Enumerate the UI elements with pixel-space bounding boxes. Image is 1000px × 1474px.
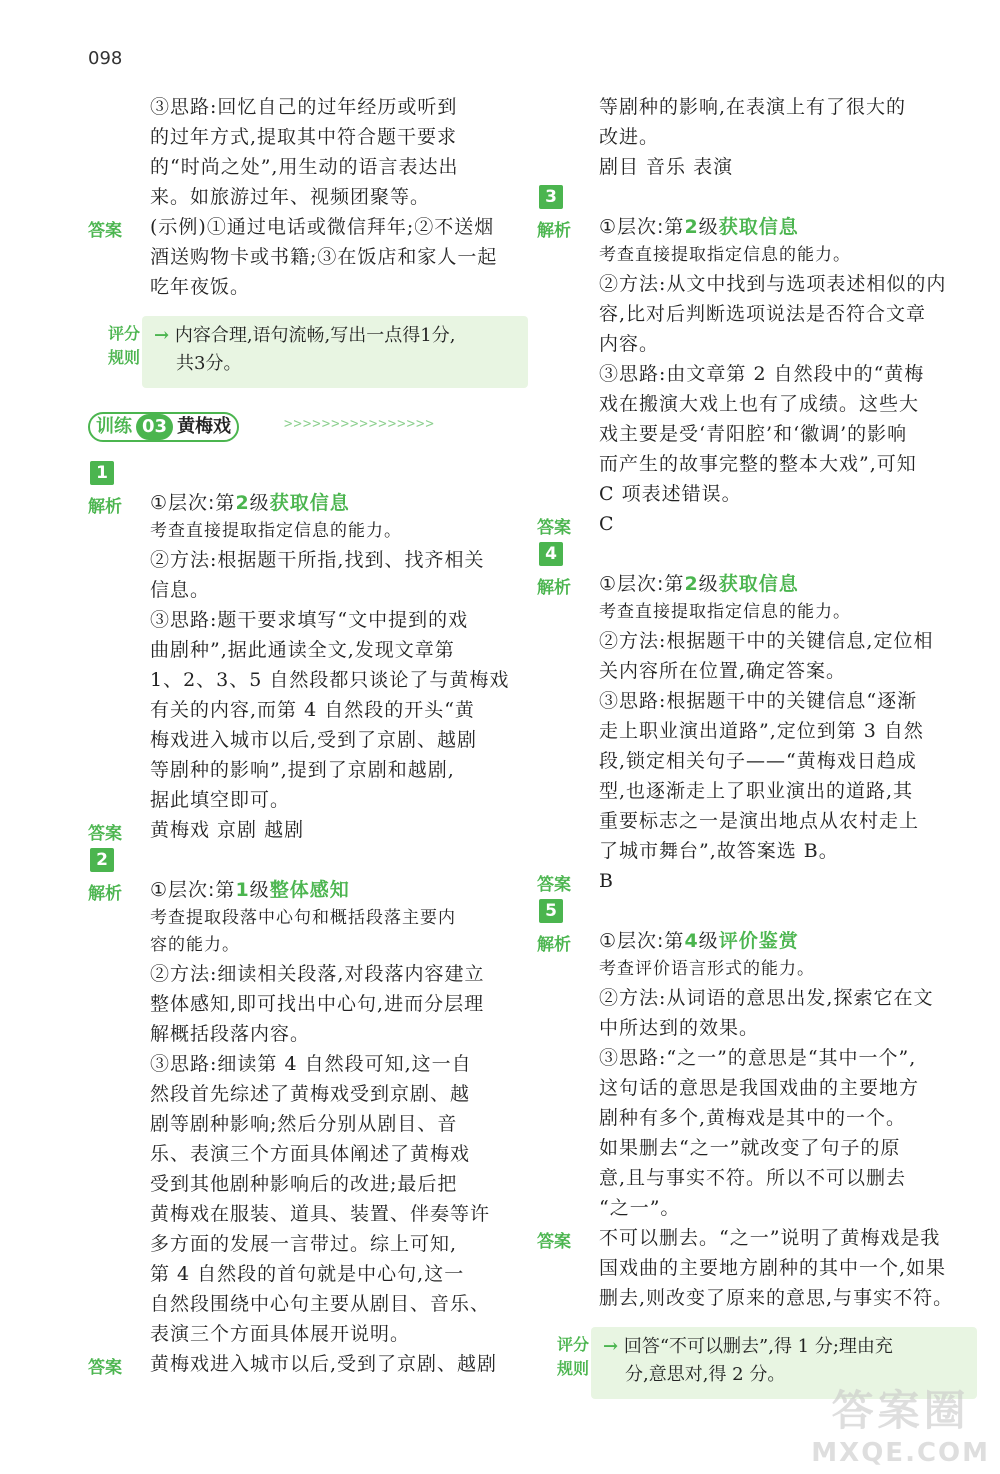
level-line: ①层次:第2级获取信息 (599, 573, 799, 595)
prev-idea-block (150, 92, 528, 212)
answer-text: 黄梅戏 京剧 越剧 (150, 819, 305, 841)
left-column (88, 92, 528, 1379)
q1-answer (88, 815, 528, 845)
q4-analysis (537, 569, 977, 866)
section-number: 03 (136, 414, 173, 440)
answer-text: 黄梅戏进入城市以后,受到了京剧、越剧 (150, 1353, 498, 1375)
text-line: 重要标志之一是演出地点从农村走上 (599, 810, 920, 832)
text-line: 多方面的发展一言带过。综上可知, (150, 1233, 458, 1255)
text-line: ②方法:根据题干所指,找到、找齐相关 (150, 549, 485, 571)
level-line: ①层次:第2级获取信息 (599, 216, 799, 238)
text-line: ③思路:细读第 4 自然段可知,这一自 (150, 1053, 472, 1075)
text-line: ②方法:根据题干中的关键信息,定位相 (599, 630, 934, 652)
text-line: 国戏曲的主要地方剧种的其中一个,如果 (599, 1257, 947, 1279)
text-line: 自然段围绕中心句主要从剧目、音乐、 (150, 1293, 491, 1315)
text-line: 酒送购物卡或书籍;③在饭店和家人一起 (150, 246, 498, 268)
text-line: 等剧种的影响,在表演上有了很大的 (599, 96, 907, 118)
text-line: 考查评价语言形式的能力。 (599, 959, 815, 979)
answer-text: B (599, 870, 614, 892)
answer-label: 答案 (88, 1358, 122, 1378)
analysis-label: 解析 (537, 578, 571, 598)
analysis-label: 解析 (537, 935, 571, 955)
right-column (537, 92, 977, 1409)
q2-analysis (88, 875, 528, 1349)
section-tag: 训练 03 黄梅戏 (88, 412, 239, 442)
level-line: ①层次:第4级评价鉴赏 (599, 930, 799, 952)
answer-text: C (599, 513, 615, 535)
text-line: 戏主要是受‘青阳腔’和‘徽调’的影响 (599, 423, 908, 445)
analysis-label: 解析 (88, 497, 122, 517)
text-line: 表演三个方面具体展开说明。 (150, 1323, 411, 1345)
text-line: C 项表述错误。 (599, 483, 742, 505)
arrow-icon: → (603, 1336, 619, 1357)
text-line: 剧目 音乐 表演 (599, 156, 734, 178)
prev-answer-block (88, 212, 528, 302)
text-line: 段,锁定相关句子——“黄梅戏日趋成 (599, 750, 917, 772)
scoring-rule-box (88, 316, 528, 388)
text-line: 考查直接提取指定信息的能力。 (599, 245, 851, 265)
q3-answer (537, 509, 977, 539)
question-number: 2 (90, 848, 114, 872)
analysis-label: 解析 (88, 884, 122, 904)
q1-analysis (88, 488, 528, 815)
section-title: 黄梅戏 (177, 416, 232, 437)
text-line: 了城市舞台”,故答案选 B。 (599, 840, 839, 862)
text-line: 来。如旅游过年、视频团聚等。 (150, 186, 431, 208)
text-line: ③思路:题干要求填写“文中提到的戏 (150, 609, 469, 631)
text-line: 吃年夜饭。 (150, 276, 251, 298)
text-line: 改进。 (599, 126, 660, 148)
text-line: 关内容所在位置,确定答案。 (599, 660, 847, 682)
answer-label: 答案 (537, 518, 571, 538)
text-line: 曲剧种”,据此通读全文,发现文章第 (150, 639, 455, 661)
section-arrows: >>>>>>>>>>>>>>>> (284, 416, 435, 432)
level-line: ①层次:第2级获取信息 (150, 492, 350, 514)
text-line: 的“时尚之处”,用生动的语言表达出 (150, 156, 459, 178)
text-line: 解概括段落内容。 (150, 1023, 311, 1045)
text-line: 信息。 (150, 579, 211, 601)
question-number: 4 (539, 542, 563, 566)
q4-answer (537, 866, 977, 896)
watermark-logo: 答案圈 MXQE.COM (811, 1386, 990, 1468)
text-line: 意,且与事实不符。所以不可以删去 (599, 1167, 907, 1189)
question-number: 3 (539, 185, 563, 209)
text-line: 戏在搬演大戏上也有了成绩。这些大 (599, 393, 920, 415)
text-line: 中所达到的效果。 (599, 1017, 760, 1039)
text-line: ③思路:回忆自己的过年经历或听到 (150, 96, 458, 118)
text-line: (示例)①通过电话或微信拜年;②不送烟 (150, 216, 495, 238)
text-line: 不可以删去。“之一”说明了黄梅戏是我 (599, 1227, 941, 1249)
question-number: 1 (90, 461, 114, 485)
text-line: ②方法:从文中找到与选项表述相似的内 (599, 273, 947, 295)
scoring-rule-label: 评分 规则 (556, 1335, 589, 1378)
text-line: 据此填空即可。 (150, 789, 291, 811)
q5-answer (537, 1223, 977, 1313)
text-line: 内容。 (599, 333, 660, 355)
section-header (88, 406, 528, 450)
text-line: ③思路:根据题干中的关键信息“逐渐 (599, 690, 918, 712)
q2-answer (88, 1349, 528, 1379)
text-line: ②方法:细读相关段落,对段落内容建立 (150, 963, 485, 985)
text-line: 然段首先综述了黄梅戏受到京剧、越 (150, 1083, 471, 1105)
scoring-rule-text: → 回答“不可以删去”,得 1 分;理由充 分,意思对,得 2 分。 (603, 1336, 893, 1385)
arrow-icon: → (154, 325, 170, 346)
text-line: 的过年方式,提取其中符合题干要求 (150, 126, 458, 148)
answer-label: 答案 (537, 875, 571, 895)
text-line: 考查提取段落中心句和概括段落主要内 (150, 908, 456, 928)
q5-analysis (537, 926, 977, 1223)
question-number: 5 (539, 899, 563, 923)
text-line: “之一”。 (599, 1197, 681, 1219)
text-line: 第 4 自然段的首句就是中心句,这一 (150, 1263, 465, 1285)
text-line: 有关的内容,而第 4 自然段的开头“黄 (150, 699, 475, 721)
scoring-rule-text: → 内容合理,语句流畅,写出一点得1分, 共3分。 (154, 325, 456, 374)
text-line: 等剧种的影响”,提到了京剧和越剧, (150, 759, 455, 781)
text-line: ③思路:由文章第 2 自然段中的“黄梅 (599, 363, 925, 385)
text-line: 容,比对后判断选项说法是否符合文章 (599, 303, 927, 325)
q3-analysis (537, 212, 977, 509)
answer-label: 答案 (537, 1232, 571, 1252)
text-line: 这句话的意思是我国戏曲的主要地方 (599, 1077, 920, 1099)
text-line: 黄梅戏在服装、道具、装置、伴奏等许 (150, 1203, 491, 1225)
text-line: ②方法:从词语的意思出发,探索它在文 (599, 987, 934, 1009)
text-line: 剧等剧种影响;然后分别从剧目、音 (150, 1113, 458, 1135)
text-line: 如果删去“之一”就改变了句子的原 (599, 1137, 901, 1159)
text-line: 删去,则改变了原来的意思,与事实不符。 (599, 1287, 954, 1309)
text-line: 梅戏进入城市以后,受到了京剧、越剧 (150, 729, 478, 751)
text-line: 考查直接提取指定信息的能力。 (150, 521, 402, 541)
text-line: 1、2、3、5 自然段都只谈论了与黄梅戏 (150, 669, 510, 691)
text-line: 受到其他剧种影响后的改进;最后把 (150, 1173, 458, 1195)
text-line: 容的能力。 (150, 935, 240, 955)
page-number: 098 (88, 48, 123, 69)
level-line: ①层次:第1级整体感知 (150, 879, 350, 901)
scoring-rule-label: 评分 规则 (107, 324, 140, 367)
text-line: 考查直接提取指定信息的能力。 (599, 602, 851, 622)
answer-label: 答案 (88, 221, 122, 241)
text-line: ③思路:“之一”的意思是“其中一个”, (599, 1047, 917, 1069)
analysis-label: 解析 (537, 221, 571, 241)
text-line: 整体感知,即可找出中心句,进而分层理 (150, 993, 485, 1015)
text-line: 走上职业演出道路”,定位到第 3 自然 (599, 720, 924, 742)
q2-answer-continued (599, 92, 977, 182)
text-line: 型,也逐渐走上了职业演出的道路,其 (599, 780, 914, 802)
text-line: 而产生的故事完整的整本大戏”,可知 (599, 453, 917, 475)
text-line: 乐、表演三个方面具体阐述了黄梅戏 (150, 1143, 471, 1165)
answer-label: 答案 (88, 824, 122, 844)
text-line: 剧种有多个,黄梅戏是其中的一个。 (599, 1107, 907, 1129)
